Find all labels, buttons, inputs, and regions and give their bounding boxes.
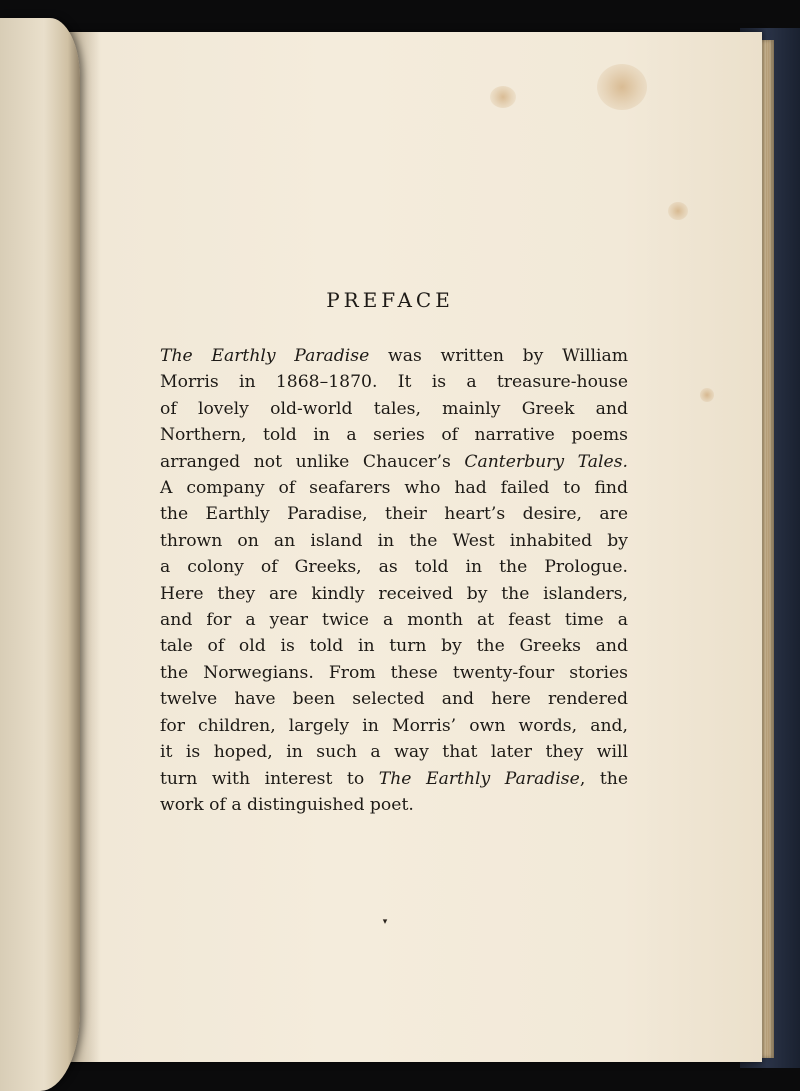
text-line bbox=[160, 792, 628, 818]
text-line bbox=[160, 686, 628, 712]
text-run: and for a year twice a month at feast time a bbox=[160, 610, 628, 631]
text-run: Morris in 1868–1870. It is a treasure-house bbox=[160, 372, 628, 393]
text-run: thrown on an island in the West inhabited by bbox=[160, 530, 628, 551]
foxing-spot bbox=[700, 388, 714, 402]
text-run: a colony of Greeks, as told in the Prologue. bbox=[160, 557, 628, 578]
text-run: Northern, told in a series of narrative poems bbox=[160, 425, 628, 446]
text-line bbox=[160, 739, 628, 765]
text-line bbox=[160, 501, 628, 527]
text-run: , the bbox=[579, 768, 628, 789]
text-line bbox=[160, 422, 628, 448]
foxing-spot bbox=[490, 86, 516, 108]
italic-text: The Earthly Paradise bbox=[378, 768, 580, 789]
text-line bbox=[160, 449, 628, 475]
text-line bbox=[160, 554, 628, 580]
text-line bbox=[160, 528, 628, 554]
text-run: turn with interest to bbox=[160, 768, 379, 789]
text-run: tale of old is told in turn by the Greeks and bbox=[160, 636, 628, 657]
ornament-icon: ▾ bbox=[382, 917, 388, 927]
text-line bbox=[160, 633, 628, 659]
italic-text: The Earthly Paradise bbox=[160, 346, 370, 366]
text-run: of lovely old-world tales, mainly Greek and bbox=[160, 398, 628, 419]
text-line bbox=[160, 713, 628, 739]
text-line bbox=[160, 396, 628, 422]
text-run: twelve have been selected and here rendered bbox=[160, 689, 628, 710]
left-page bbox=[0, 18, 80, 1091]
text-line bbox=[160, 343, 628, 369]
page-title: PREFACE bbox=[326, 288, 454, 312]
preface-body bbox=[160, 343, 628, 818]
italic-text: Canterbury Tales. bbox=[464, 451, 629, 472]
foxing-spot bbox=[597, 64, 647, 110]
text-run: arranged not unlike Chaucer’s bbox=[160, 451, 465, 472]
text-run: A company of seafarers who had failed to find bbox=[160, 478, 628, 499]
text-line bbox=[160, 607, 628, 633]
text-line bbox=[160, 369, 628, 395]
text-run: was written by William bbox=[369, 346, 628, 366]
text-run: it is hoped, in such a way that later they will bbox=[160, 742, 628, 763]
text-run: for children, largely in Morris’ own words, and, bbox=[160, 715, 628, 736]
text-line bbox=[160, 766, 628, 792]
text-run: Here they are kindly received by the islanders, bbox=[160, 583, 628, 604]
text-run: the Norwegians. From these twenty-four stories bbox=[160, 662, 628, 683]
text-run: work of a distinguished poet. bbox=[160, 794, 414, 815]
text-line bbox=[160, 660, 628, 686]
foxing-spot bbox=[668, 202, 688, 220]
text-line bbox=[160, 475, 628, 501]
text-run: the Earthly Paradise, their heart’s desire, are bbox=[160, 504, 628, 525]
text-line bbox=[160, 581, 628, 607]
